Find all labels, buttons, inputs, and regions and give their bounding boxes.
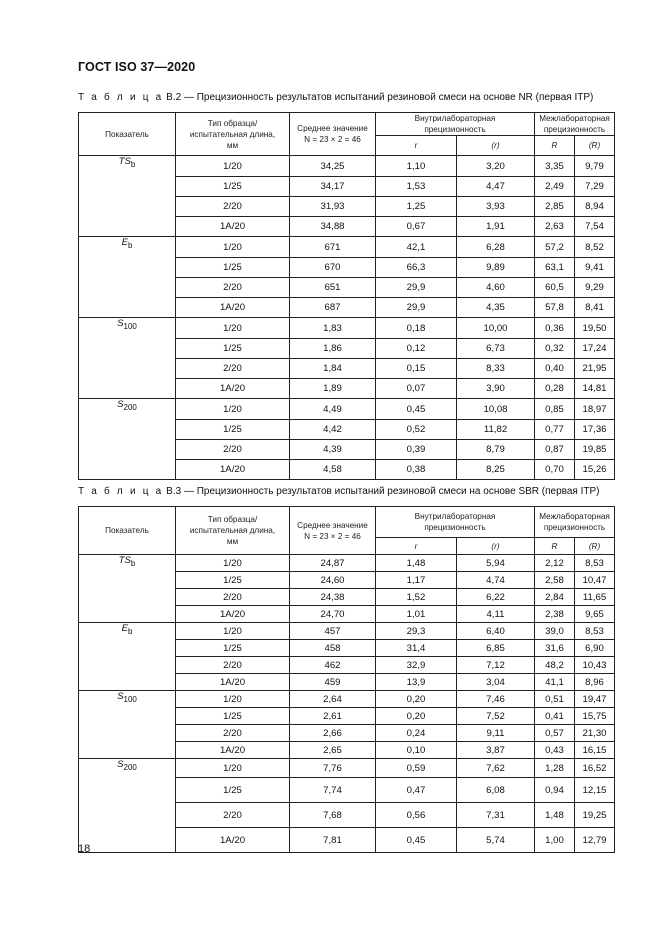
cell-R-rel: 10,47 — [575, 572, 615, 589]
cell-r: 13,9 — [376, 674, 457, 691]
cell-r-rel: 6,28 — [457, 237, 535, 258]
cell-mean: 34,17 — [290, 177, 376, 197]
col-header-r: r — [376, 538, 457, 555]
header-line: Тип образца/ — [207, 118, 258, 128]
cell-R: 48,2 — [535, 657, 575, 674]
cell-mean: 7,68 — [290, 803, 376, 828]
cell-mean: 7,81 — [290, 828, 376, 853]
caption-text: В.2 — Прецизионность результатов испытаний резиновой смеси на основе NR (первая ITP) — [166, 92, 594, 103]
col-header-between-lab — [535, 113, 615, 136]
cell-r-rel: 10,08 — [457, 399, 535, 420]
cell-r-rel: 8,33 — [457, 359, 535, 379]
cell-sample-type: 1/25 — [176, 339, 290, 359]
cell-sample-type: 1/20 — [176, 623, 290, 640]
col-header-R-rel: (R) — [575, 136, 615, 156]
header-line: Межлабораторная — [539, 114, 610, 123]
table-row — [79, 555, 615, 572]
indicator-symbol: E — [121, 237, 128, 248]
cell-R: 0,77 — [535, 420, 575, 440]
cell-R: 0,87 — [535, 440, 575, 460]
cell-sample-type: 1/25 — [176, 640, 290, 657]
cell-R-rel: 16,52 — [575, 759, 615, 778]
cell-R: 31,6 — [535, 640, 575, 657]
cell-r-rel: 6,22 — [457, 589, 535, 606]
table-header-row — [79, 507, 615, 538]
cell-R-rel: 18,97 — [575, 399, 615, 420]
cell-R: 0,43 — [535, 742, 575, 759]
header-line: Среднее значение — [297, 520, 368, 530]
cell-sample-type: 1/20 — [176, 318, 290, 339]
cell-sample-type: 2/20 — [176, 725, 290, 742]
cell-sample-type: 1/20 — [176, 691, 290, 708]
cell-r-rel: 1,91 — [457, 217, 535, 237]
indicator-subscript: 200 — [123, 762, 137, 772]
cell-R-rel: 9,65 — [575, 606, 615, 623]
cell-sample-type: 1/20 — [176, 237, 290, 258]
cell-R-rel: 11,65 — [575, 589, 615, 606]
cell-R-rel: 15,75 — [575, 708, 615, 725]
cell-R-rel: 7,54 — [575, 217, 615, 237]
cell-mean: 4,42 — [290, 420, 376, 440]
header-line: мм — [226, 140, 239, 150]
cell-r: 29,9 — [376, 298, 457, 318]
cell-R: 0,51 — [535, 691, 575, 708]
col-header-r-rel: (r) — [457, 538, 535, 555]
cell-r: 0,07 — [376, 379, 457, 399]
cell-mean: 2,66 — [290, 725, 376, 742]
col-header-sample-type — [176, 507, 290, 555]
col-header-mean — [290, 113, 376, 156]
cell-sample-type: 2/20 — [176, 803, 290, 828]
col-header-within-lab — [376, 507, 535, 538]
cell-r-rel: 5,94 — [457, 555, 535, 572]
cell-sample-type: 1A/20 — [176, 379, 290, 399]
cell-r: 0,12 — [376, 339, 457, 359]
table-row — [79, 237, 615, 258]
col-header-R: R — [535, 136, 575, 156]
cell-mean: 34,88 — [290, 217, 376, 237]
cell-r-rel: 5,74 — [457, 828, 535, 853]
cell-sample-type: 2/20 — [176, 440, 290, 460]
cell-r: 29,9 — [376, 278, 457, 298]
cell-sample-type: 1/20 — [176, 156, 290, 177]
cell-sample-type: 1A/20 — [176, 460, 290, 480]
indicator-subscript: b — [127, 626, 133, 636]
header-line: испытательная длина, — [189, 129, 276, 139]
cell-r: 0,38 — [376, 460, 457, 480]
cell-r-rel: 9,89 — [457, 258, 535, 278]
cell-R-rel: 8,96 — [575, 674, 615, 691]
cell-sample-type: 1A/20 — [176, 606, 290, 623]
indicator-subscript: 200 — [123, 402, 137, 412]
cell-R: 0,94 — [535, 778, 575, 803]
cell-mean: 7,74 — [290, 778, 376, 803]
cell-r: 1,53 — [376, 177, 457, 197]
cell-R-rel: 12,15 — [575, 778, 615, 803]
cell-r: 0,52 — [376, 420, 457, 440]
cell-mean: 2,64 — [290, 691, 376, 708]
cell-R: 0,40 — [535, 359, 575, 379]
cell-R-rel: 21,30 — [575, 725, 615, 742]
cell-mean: 24,38 — [290, 589, 376, 606]
cell-R-rel: 15,26 — [575, 460, 615, 480]
cell-r: 0,39 — [376, 440, 457, 460]
cell-r: 1,17 — [376, 572, 457, 589]
header-line: Тип образца/ — [207, 515, 258, 524]
cell-sample-type: 1/20 — [176, 555, 290, 572]
cell-r-rel: 3,90 — [457, 379, 535, 399]
cell-R-rel: 8,52 — [575, 237, 615, 258]
cell-r-rel: 8,25 — [457, 460, 535, 480]
table-row — [79, 759, 615, 778]
cell-mean: 459 — [290, 674, 376, 691]
cell-mean: 24,87 — [290, 555, 376, 572]
cell-R: 39,0 — [535, 623, 575, 640]
page-number: 18 — [78, 843, 91, 855]
header-line: Внутрилабораторная — [414, 512, 496, 521]
cell-r-rel: 3,87 — [457, 742, 535, 759]
cell-r: 0,67 — [376, 217, 457, 237]
indicator-subscript: b — [130, 558, 136, 568]
cell-R: 0,32 — [535, 339, 575, 359]
cell-r-rel: 6,73 — [457, 339, 535, 359]
cell-R-rel: 14,81 — [575, 379, 615, 399]
cell-mean: 651 — [290, 278, 376, 298]
cell-r: 1,10 — [376, 156, 457, 177]
cell-r: 31,4 — [376, 640, 457, 657]
cell-R-rel: 6,90 — [575, 640, 615, 657]
col-header-sample-type — [176, 113, 290, 156]
cell-mean: 462 — [290, 657, 376, 674]
cell-r: 1,52 — [376, 589, 457, 606]
table-b3-caption — [78, 486, 600, 497]
indicator-cell — [79, 318, 176, 399]
cell-R: 57,2 — [535, 237, 575, 258]
cell-r-rel: 8,79 — [457, 440, 535, 460]
indicator-symbol: TS — [118, 156, 131, 167]
cell-r: 1,01 — [376, 606, 457, 623]
indicator-cell — [79, 555, 176, 623]
cell-r: 0,47 — [376, 778, 457, 803]
cell-R-rel: 8,94 — [575, 197, 615, 217]
cell-R: 41,1 — [535, 674, 575, 691]
cell-r: 0,15 — [376, 359, 457, 379]
col-header-R-rel: (R) — [575, 538, 615, 555]
cell-r-rel: 7,52 — [457, 708, 535, 725]
cell-r-rel: 7,62 — [457, 759, 535, 778]
table-row — [79, 399, 615, 420]
col-header-r: r — [376, 136, 457, 156]
cell-mean: 2,65 — [290, 742, 376, 759]
cell-r: 0,59 — [376, 759, 457, 778]
indicator-subscript: b — [130, 159, 136, 169]
cell-R: 0,41 — [535, 708, 575, 725]
cell-R: 60,5 — [535, 278, 575, 298]
cell-r: 0,20 — [376, 691, 457, 708]
cell-mean: 34,25 — [290, 156, 376, 177]
cell-mean: 4,58 — [290, 460, 376, 480]
indicator-cell — [79, 237, 176, 318]
cell-R-rel: 19,47 — [575, 691, 615, 708]
cell-r-rel: 11,82 — [457, 420, 535, 440]
cell-r-rel: 6,40 — [457, 623, 535, 640]
cell-R: 2,12 — [535, 555, 575, 572]
cell-R-rel: 16,15 — [575, 742, 615, 759]
header-line: прецизионность — [543, 523, 606, 532]
cell-R: 1,48 — [535, 803, 575, 828]
cell-mean: 24,70 — [290, 606, 376, 623]
cell-R: 2,63 — [535, 217, 575, 237]
table-row — [79, 156, 615, 177]
cell-mean: 1,86 — [290, 339, 376, 359]
table-row — [79, 623, 615, 640]
caption-prefix: Т а б л и ц а — [78, 92, 164, 103]
cell-R: 0,57 — [535, 725, 575, 742]
indicator-subscript: 100 — [123, 694, 137, 704]
cell-R: 0,36 — [535, 318, 575, 339]
cell-mean: 1,89 — [290, 379, 376, 399]
cell-R-rel: 17,36 — [575, 420, 615, 440]
cell-mean: 458 — [290, 640, 376, 657]
cell-mean: 4,49 — [290, 399, 376, 420]
cell-mean: 7,76 — [290, 759, 376, 778]
cell-sample-type: 1A/20 — [176, 742, 290, 759]
cell-R: 1,00 — [535, 828, 575, 853]
header-line: Межлабораторная — [539, 512, 610, 521]
cell-R-rel: 19,50 — [575, 318, 615, 339]
precision-table-sbr — [78, 506, 615, 853]
cell-sample-type: 1/25 — [176, 420, 290, 440]
cell-r: 66,3 — [376, 258, 457, 278]
cell-sample-type: 1/20 — [176, 759, 290, 778]
cell-mean: 670 — [290, 258, 376, 278]
cell-r: 29,3 — [376, 623, 457, 640]
cell-sample-type: 1A/20 — [176, 217, 290, 237]
indicator-symbol: TS — [118, 555, 131, 566]
cell-R-rel: 21,95 — [575, 359, 615, 379]
cell-r-rel: 7,46 — [457, 691, 535, 708]
cell-R-rel: 8,53 — [575, 623, 615, 640]
cell-R: 2,84 — [535, 589, 575, 606]
cell-sample-type: 1A/20 — [176, 298, 290, 318]
header-line: N = 23 × 2 = 46 — [304, 531, 361, 541]
cell-sample-type: 1/25 — [176, 177, 290, 197]
cell-r-rel: 6,08 — [457, 778, 535, 803]
cell-r-rel: 7,12 — [457, 657, 535, 674]
indicator-cell — [79, 759, 176, 853]
cell-r: 42,1 — [376, 237, 457, 258]
header-line: прецизионность — [424, 125, 486, 134]
cell-R: 2,38 — [535, 606, 575, 623]
header-line: N = 23 × 2 = 46 — [304, 135, 361, 144]
cell-sample-type: 1/25 — [176, 778, 290, 803]
cell-R: 2,85 — [535, 197, 575, 217]
cell-sample-type: 2/20 — [176, 278, 290, 298]
header-line: прецизионность — [543, 125, 606, 134]
cell-r-rel: 3,04 — [457, 674, 535, 691]
cell-sample-type: 1/25 — [176, 258, 290, 278]
cell-R-rel: 9,41 — [575, 258, 615, 278]
cell-sample-type: 2/20 — [176, 359, 290, 379]
cell-sample-type: 1/20 — [176, 399, 290, 420]
caption-text: В.3 — Прецизионность результатов испытаний резиновой смеси на основе SBR (первая ITP) — [166, 486, 600, 497]
cell-r: 0,45 — [376, 828, 457, 853]
col-header-mean — [290, 507, 376, 555]
cell-mean: 457 — [290, 623, 376, 640]
cell-mean: 1,83 — [290, 318, 376, 339]
col-header-indicator: Показатель — [79, 113, 176, 156]
cell-R: 1,28 — [535, 759, 575, 778]
cell-r: 0,10 — [376, 742, 457, 759]
cell-r-rel: 4,11 — [457, 606, 535, 623]
cell-r: 0,45 — [376, 399, 457, 420]
cell-mean: 1,84 — [290, 359, 376, 379]
cell-mean: 671 — [290, 237, 376, 258]
cell-R-rel: 12,79 — [575, 828, 615, 853]
cell-mean: 31,93 — [290, 197, 376, 217]
indicator-cell — [79, 399, 176, 480]
cell-sample-type: 2/20 — [176, 589, 290, 606]
indicator-symbol: S — [117, 399, 124, 410]
col-header-between-lab — [535, 507, 615, 538]
header-line: Среднее значение — [297, 124, 368, 133]
header-line: испытательная длина, — [189, 526, 276, 535]
cell-R-rel: 17,24 — [575, 339, 615, 359]
cell-mean: 24,60 — [290, 572, 376, 589]
table-b2-caption — [78, 92, 593, 103]
cell-mean: 687 — [290, 298, 376, 318]
cell-r: 0,20 — [376, 708, 457, 725]
cell-r-rel: 4,60 — [457, 278, 535, 298]
indicator-cell — [79, 691, 176, 759]
caption-prefix: Т а б л и ц а — [78, 486, 164, 497]
col-header-R: R — [535, 538, 575, 555]
cell-r-rel: 10,00 — [457, 318, 535, 339]
cell-mean: 4,39 — [290, 440, 376, 460]
col-header-within-lab — [376, 113, 535, 136]
indicator-subscript: 100 — [123, 321, 137, 331]
cell-r-rel: 6,85 — [457, 640, 535, 657]
cell-sample-type: 2/20 — [176, 197, 290, 217]
precision-table-nr — [78, 112, 615, 480]
header-line: прецизионность — [424, 523, 486, 532]
header-line: мм — [226, 537, 239, 546]
cell-mean: 2,61 — [290, 708, 376, 725]
indicator-cell — [79, 623, 176, 691]
indicator-symbol: S — [117, 691, 124, 702]
cell-R: 57,8 — [535, 298, 575, 318]
indicator-symbol: S — [117, 318, 124, 329]
indicator-symbol: S — [117, 759, 124, 770]
cell-R: 0,28 — [535, 379, 575, 399]
table-header-row — [79, 113, 615, 136]
cell-sample-type: 1/25 — [176, 708, 290, 725]
cell-R-rel: 19,85 — [575, 440, 615, 460]
cell-r: 1,25 — [376, 197, 457, 217]
table-row — [79, 318, 615, 339]
cell-R-rel: 19,25 — [575, 803, 615, 828]
cell-R-rel: 8,41 — [575, 298, 615, 318]
cell-r-rel: 3,93 — [457, 197, 535, 217]
cell-R-rel: 10,43 — [575, 657, 615, 674]
indicator-cell — [79, 156, 176, 237]
cell-r-rel: 9,11 — [457, 725, 535, 742]
cell-R: 0,85 — [535, 399, 575, 420]
indicator-symbol: E — [121, 623, 128, 634]
cell-R: 0,70 — [535, 460, 575, 480]
cell-r-rel: 7,31 — [457, 803, 535, 828]
cell-R: 2,49 — [535, 177, 575, 197]
cell-R: 3,35 — [535, 156, 575, 177]
indicator-subscript: b — [127, 240, 133, 250]
cell-r: 0,18 — [376, 318, 457, 339]
cell-R-rel: 9,79 — [575, 156, 615, 177]
cell-R: 2,58 — [535, 572, 575, 589]
cell-R: 63,1 — [535, 258, 575, 278]
cell-sample-type: 1/25 — [176, 572, 290, 589]
cell-sample-type: 2/20 — [176, 657, 290, 674]
cell-r-rel: 3,20 — [457, 156, 535, 177]
document-header: ГОСТ ISO 37—2020 — [78, 60, 196, 74]
cell-r-rel: 4,35 — [457, 298, 535, 318]
cell-R-rel: 8,53 — [575, 555, 615, 572]
cell-r: 0,24 — [376, 725, 457, 742]
cell-r-rel: 4,74 — [457, 572, 535, 589]
cell-R-rel: 7,29 — [575, 177, 615, 197]
cell-r-rel: 4,47 — [457, 177, 535, 197]
cell-r: 0,56 — [376, 803, 457, 828]
cell-r: 32,9 — [376, 657, 457, 674]
cell-sample-type: 1A/20 — [176, 828, 290, 853]
cell-sample-type: 1A/20 — [176, 674, 290, 691]
table-row — [79, 691, 615, 708]
col-header-r-rel: (r) — [457, 136, 535, 156]
cell-r: 1,48 — [376, 555, 457, 572]
col-header-indicator: Показатель — [79, 507, 176, 555]
cell-R-rel: 9,29 — [575, 278, 615, 298]
header-line: Внутрилабораторная — [414, 114, 496, 123]
